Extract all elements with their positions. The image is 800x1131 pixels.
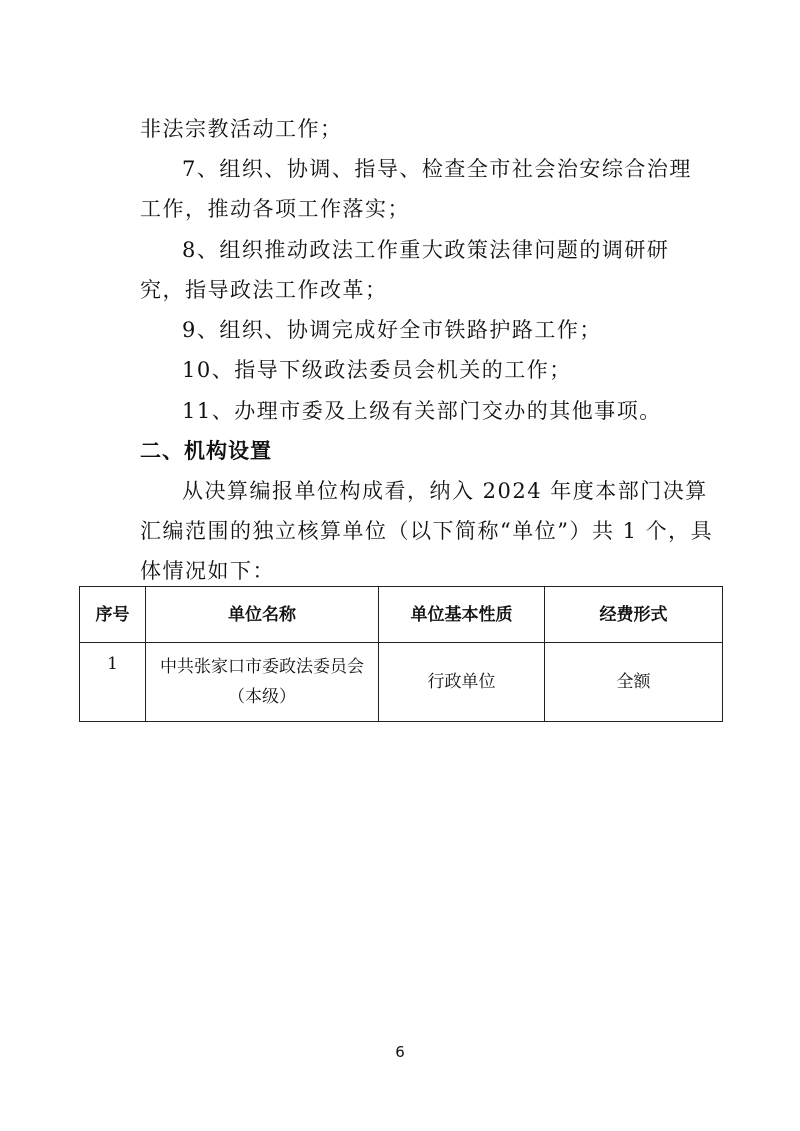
cell-unit-name: 中共张家口市委政法委员会（本级） [146,643,379,722]
paragraph-line: 10、指导下级政法委员会机关的工作； [182,358,572,382]
paragraph-line: 8、组织推动政法工作重大政策法律问题的调研研 [182,238,670,262]
paragraph-line: 非法宗教活动工作； [140,117,343,141]
paragraph-line: 究，指导政法工作改革； [140,278,388,302]
paragraph-line: 9、组织、协调完成好全市铁路护路工作； [182,318,602,342]
paragraph-line: 7、组织、协调、指导、检查全市社会治安综合治理 [182,157,692,181]
table-header-row [80,587,723,643]
paragraph-line: 体情况如下： [140,559,275,583]
paragraph-line: 汇编范围的独立核算单位（以下简称“单位”）共 1 个，具 [140,519,714,543]
paragraph-line: 工作，推动各项工作落实； [140,197,410,221]
table-row [80,643,723,722]
paragraph-line: 从决算编报单位构成看，纳入 2024 年度本部门决算 [182,479,708,503]
unit-table [79,586,723,722]
section-heading: 二、机构设置 [140,439,272,463]
page-number: 6 [395,1043,405,1061]
cell-seq: 1 [80,643,146,722]
header-unit-nature: 单位基本性质 [379,587,545,643]
cell-unit-nature: 行政单位 [379,643,545,722]
header-unit-name: 单位名称 [146,587,379,643]
paragraph-line: 11、办理市委及上级有关部门交办的其他事项。 [182,399,662,423]
header-funding-form: 经费形式 [545,587,723,643]
cell-funding-form: 全额 [545,643,723,722]
header-seq: 序号 [80,587,146,643]
